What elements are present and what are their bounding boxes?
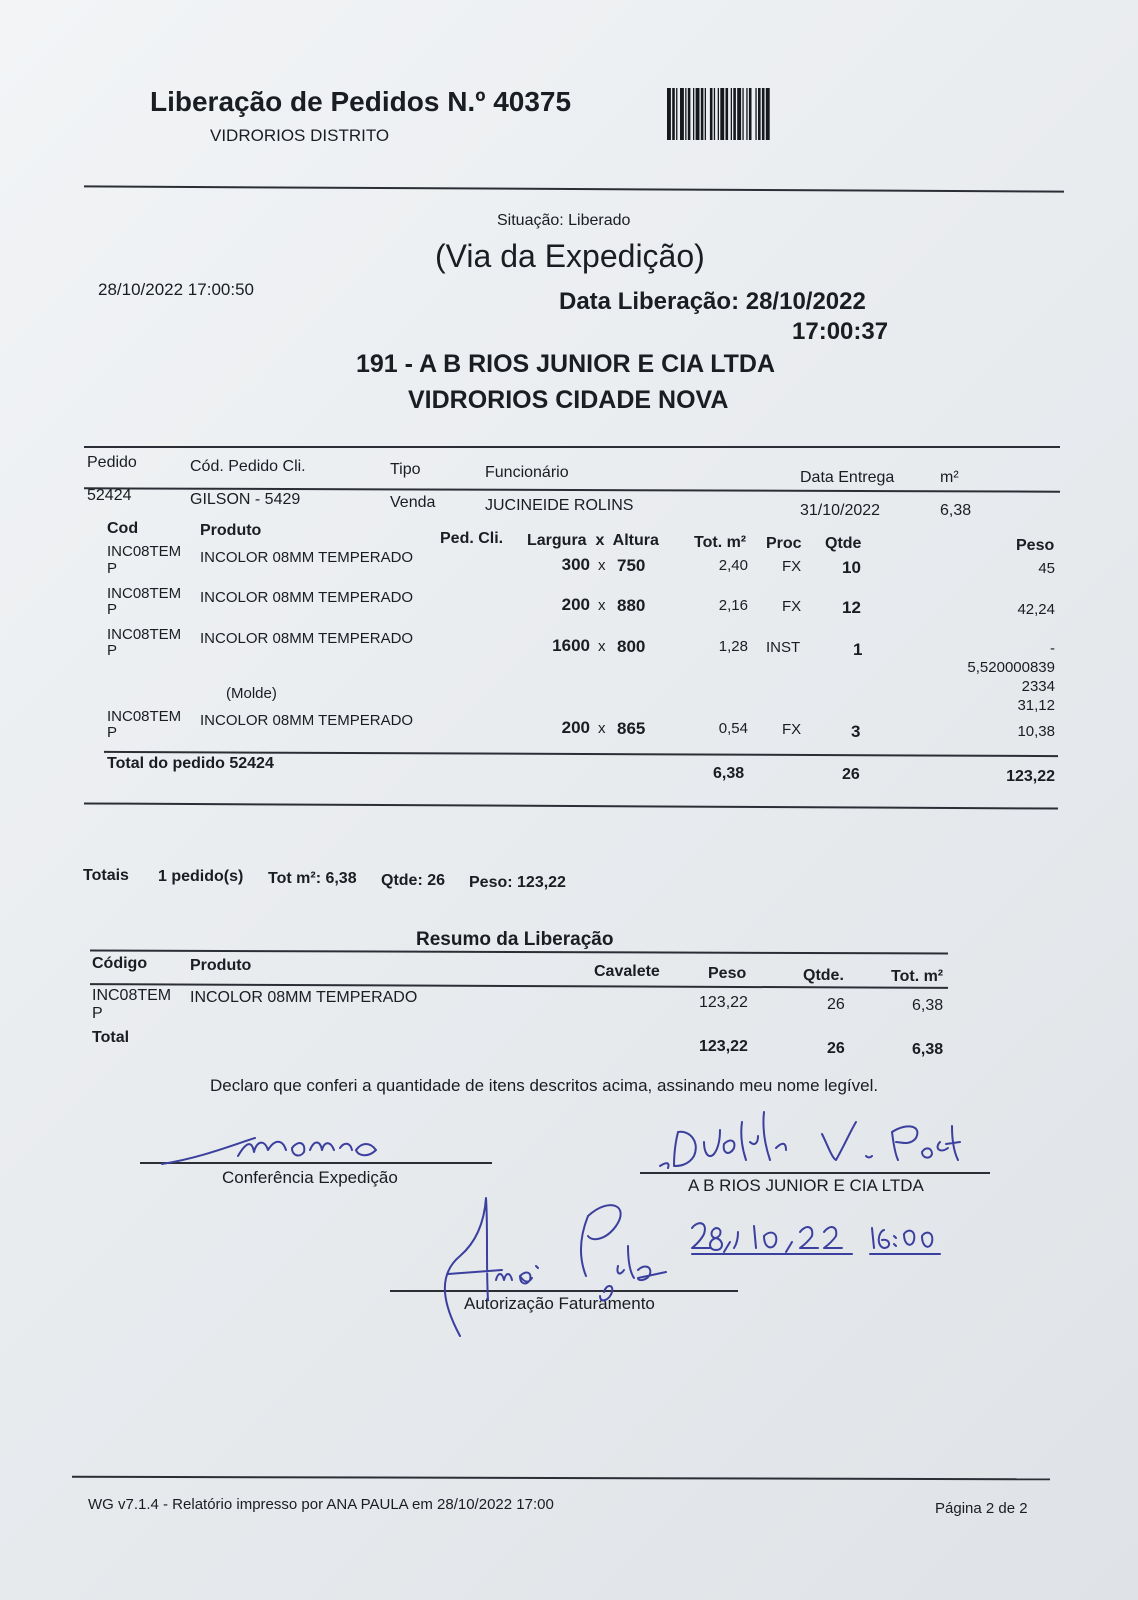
barcode-image (667, 88, 841, 145)
item-produto: INCOLOR 08MM TEMPERADO (200, 712, 414, 729)
item-x: x (598, 557, 606, 574)
company-subtitle: VIDRORIOS DISTRITO (210, 126, 390, 145)
label-autorizacao-faturamento: Autorização Faturamento (464, 1294, 655, 1313)
col-m2: m² (940, 469, 959, 486)
item-proc: FX (782, 558, 802, 575)
item-tot-m2: 2,40 (718, 557, 748, 574)
summary-col-produto: Produto (190, 957, 252, 974)
item-cod-cont: P (107, 642, 118, 659)
declaration-text: Declaro que conferi a quantidade de itens descritos acima, assinando meu nome legível. (210, 1076, 879, 1095)
label-client-company: A B RIOS JUNIOR E CIA LTDA (688, 1176, 924, 1195)
summary-cod-cont: P (92, 1005, 103, 1022)
item-cod: INC08TEM (107, 543, 182, 560)
item-cod: INC08TEM (107, 585, 182, 602)
summary-cod: INC08TEM (92, 987, 172, 1004)
totals-peso: Peso: 123,22 (469, 874, 566, 891)
item-tot-m2: 1,28 (718, 638, 748, 655)
item-qtde: 10 (842, 558, 861, 577)
order-bottom-line (84, 802, 1058, 809)
col-data-entrega: Data Entrega (800, 469, 895, 486)
col-pedido: Pedido (87, 454, 137, 471)
item-altura: 865 (617, 719, 646, 738)
item-cod-cont: P (107, 601, 118, 618)
item-x: x (598, 720, 606, 737)
client-store: VIDRORIOS CIDADE NOVA (408, 386, 729, 414)
printed-datetime: 28/10/2022 17:00:50 (98, 280, 254, 299)
item-cod: INC08TEM (107, 626, 182, 643)
item-largura: 300 (561, 555, 590, 574)
col-funcionario: Funcionário (485, 464, 569, 481)
release-time: 17:00:37 (792, 318, 889, 345)
release-date: Data Liberação: 28/10/2022 (559, 288, 866, 315)
col-ped-cli: Ped. Cli. (440, 530, 504, 547)
handwritten-signature-client (660, 1112, 960, 1177)
col-qtde: Qtde (825, 535, 862, 552)
col-proc: Proc (766, 535, 802, 552)
summary-peso: 123,22 (699, 994, 748, 1011)
summary-total-peso: 123,22 (699, 1038, 748, 1055)
col-cod: Cod (107, 520, 139, 537)
item-tot-m2: 2,16 (718, 597, 748, 614)
item-proc: FX (782, 598, 802, 615)
summary-col-qtde: Qtde. (803, 967, 844, 984)
item-altura: 880 (617, 596, 646, 615)
item-peso: 10,38 (1017, 723, 1055, 740)
item-peso: 45 (1038, 560, 1055, 577)
totals-m2: Tot m²: 6,38 (268, 870, 357, 887)
item-largura: 200 (561, 595, 590, 614)
order-m2: 6,38 (940, 502, 972, 519)
item-altura: 750 (617, 556, 646, 575)
summary-col-cavalete: Cavalete (594, 963, 660, 980)
item-note-molde: (Molde) (226, 685, 277, 702)
item-peso-line1: 5,520000839 (967, 659, 1055, 676)
col-largura-altura: Largura x Altura (527, 532, 659, 549)
item-cod: INC08TEM (107, 708, 182, 725)
col-peso: Peso (1016, 537, 1055, 554)
status-text: Situação: Liberado (497, 212, 631, 229)
item-produto: INCOLOR 08MM TEMPERADO (200, 630, 414, 647)
footer-page-number: Página 2 de 2 (935, 1500, 1028, 1517)
handwritten-signature-autorizacao (430, 1196, 690, 1351)
item-x: x (598, 597, 606, 614)
summary-qtde: 26 (827, 996, 845, 1013)
totals-pedidos: 1 pedido(s) (158, 868, 244, 885)
item-qtde: 3 (851, 722, 861, 741)
summary-total-label: Total (92, 1029, 130, 1046)
totals-qtde: Qtde: 26 (381, 872, 446, 889)
totals-label: Totais (83, 867, 129, 884)
col-tipo: Tipo (390, 461, 421, 478)
item-peso-line3: 31,12 (1017, 697, 1055, 714)
handwritten-date (690, 1218, 960, 1263)
order-total-label: Total do pedido 52424 (107, 755, 274, 772)
document-title: Liberação de Pedidos N.º 40375 (150, 86, 572, 117)
item-largura: 1600 (552, 636, 590, 655)
footer-report-info: WG v7.1.4 - Relatório impresso por ANA PAULA em 28/10/2022 17:00 (88, 1496, 554, 1513)
item-proc: INST (766, 639, 801, 656)
col-cod-pedido-cli: Cód. Pedido Cli. (190, 458, 306, 475)
client-name: 191 - A B RIOS JUNIOR E CIA LTDA (356, 350, 776, 378)
item-peso: 42,24 (1017, 601, 1055, 618)
item-qtde: 1 (853, 640, 863, 659)
summary-tot-m2: 6,38 (912, 997, 944, 1014)
order-data-entrega: 31/10/2022 (800, 502, 881, 519)
item-largura: 200 (561, 718, 590, 737)
item-qtde: 12 (842, 598, 861, 617)
item-altura: 800 (617, 637, 646, 656)
col-tot-m2: Tot. m² (694, 534, 747, 551)
item-produto: INCOLOR 08MM TEMPERADO (200, 549, 414, 566)
order-total-qtde: 26 (842, 766, 860, 783)
order-total-m2: 6,38 (713, 765, 745, 782)
handwritten-signature-conferencia (160, 1128, 390, 1173)
item-cod-cont: P (107, 560, 118, 577)
summary-produto: INCOLOR 08MM TEMPERADO (190, 989, 418, 1006)
summary-title: Resumo da Liberação (416, 929, 614, 950)
item-x: x (598, 638, 606, 655)
item-cod-cont: P (107, 724, 118, 741)
summary-total-tot-m2: 6,38 (912, 1041, 944, 1058)
footer-divider (72, 1476, 1050, 1480)
col-produto: Produto (200, 522, 262, 539)
item-peso-line2: 2334 (1021, 678, 1055, 695)
order-cod-pedido-cli: GILSON - 5429 (190, 491, 301, 508)
order-table-top-line (84, 446, 1060, 448)
summary-total-qtde: 26 (827, 1040, 845, 1057)
header-divider (84, 185, 1064, 192)
order-funcionario: JUCINEIDE ROLINS (485, 497, 634, 514)
summary-col-peso: Peso (708, 965, 747, 982)
order-tipo: Venda (390, 494, 436, 511)
item-peso-dash: - (1050, 640, 1055, 657)
copy-type-title: (Via da Expedição) (435, 238, 705, 274)
order-total-peso: 123,22 (1006, 768, 1055, 785)
order-pedido: 52424 (87, 487, 132, 504)
item-proc: FX (782, 721, 802, 738)
label-conferencia-expedicao: Conferência Expedição (222, 1168, 398, 1187)
summary-col-codigo: Código (92, 955, 148, 972)
item-tot-m2: 0,54 (718, 720, 748, 737)
summary-col-tot-m2: Tot. m² (891, 968, 944, 985)
summary-top-line (90, 950, 948, 955)
item-produto: INCOLOR 08MM TEMPERADO (200, 589, 414, 606)
